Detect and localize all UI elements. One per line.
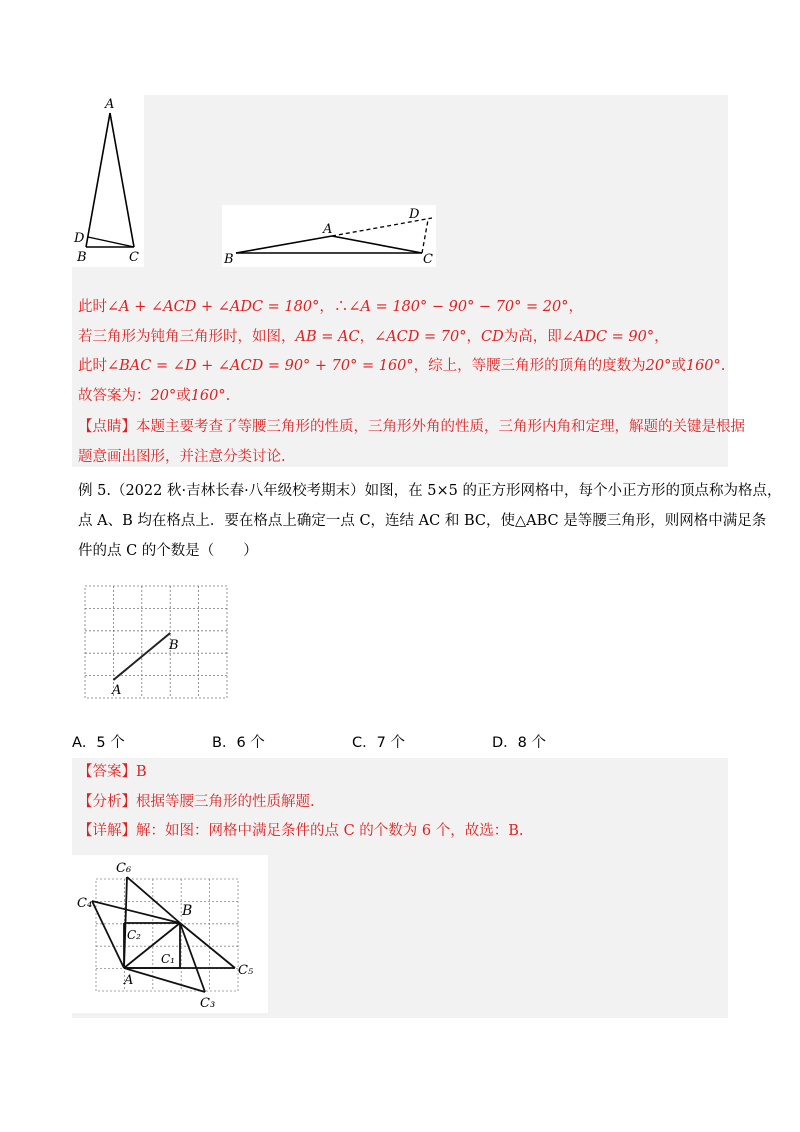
detail-row: 【详解】解：如图：网格中满足条件的点 C 的个数为 6 个，故选：B. — [78, 823, 524, 839]
example5-line-1: 例 5.（2022 秋·吉林长春·八年级校考期末）如图，在 5×5 的正方形网格中，每个小正方形的顶点称为格点， — [78, 483, 782, 499]
label-c: C — [423, 252, 433, 267]
obtuse-triangle-figure — [222, 205, 436, 267]
option-d[interactable]: D．8 个 — [492, 735, 546, 751]
solution-line-1: 此时∠A + ∠ACD + ∠ADC = 180°，∴∠A = 180° − 90° − 70° = 20°， — [78, 299, 583, 315]
label-c6: C₆ — [116, 861, 132, 876]
label-b: B — [182, 903, 193, 919]
label-b: B — [224, 252, 234, 267]
label-c: C — [129, 250, 139, 265]
label-b: B — [169, 638, 179, 653]
comment-line-2: 题意画出图形，并注意分类讨论. — [78, 449, 286, 465]
option-a[interactable]: A．5 个 — [72, 735, 125, 751]
answer-line: 故答案为：20°或160°. — [78, 388, 231, 404]
example5-line-3: 件的点 C 的个数是（ ） — [78, 543, 258, 559]
acute-triangle-figure — [72, 95, 144, 267]
solution-line-3: 此时∠BAC = ∠D + ∠ACD = 90° + 70° = 160°，综上，等腰三角形的顶角的度数为20°或160°. — [78, 358, 726, 374]
analysis-row: 【分析】根据等腰三角形的性质解题. — [78, 794, 315, 810]
example5-line-2: 点 A、B 均在格点上．要在格点上确定一点 C，连结 AC 和 BC，使△ABC 是等腰三角形，则网格中满足条 — [78, 513, 767, 529]
grid-figure — [82, 583, 232, 703]
label-a: A — [124, 973, 134, 988]
option-b[interactable]: B．6 个 — [212, 735, 265, 751]
label-c1: C₁ — [161, 952, 175, 966]
label-a: A — [105, 97, 115, 112]
label-c2: C₂ — [127, 928, 141, 942]
label-c4: C₄ — [77, 896, 93, 911]
label-a: A — [323, 222, 333, 237]
answer-row: 【答案】B — [78, 764, 147, 780]
option-c[interactable]: C．7 个 — [352, 735, 405, 751]
label-d: D — [74, 231, 85, 246]
label-d: D — [409, 207, 420, 222]
label-c3: C₃ — [200, 996, 216, 1011]
solution-block — [72, 95, 728, 467]
label-b: B — [77, 250, 87, 265]
label-a: A — [112, 683, 122, 698]
solution-line-2: 若三角形为钝角三角形时，如图，AB = AC，∠ACD = 70°，CD为高，即∠ADC = 90°， — [78, 329, 669, 345]
solution-grid-figure — [72, 855, 268, 1013]
label-c5: C₅ — [238, 963, 254, 978]
comment-line-1: 【点睛】本题主要考查了等腰三角形的性质，三角形外角的性质，三角形内角和定理，解题的关键是根据 — [78, 419, 745, 435]
